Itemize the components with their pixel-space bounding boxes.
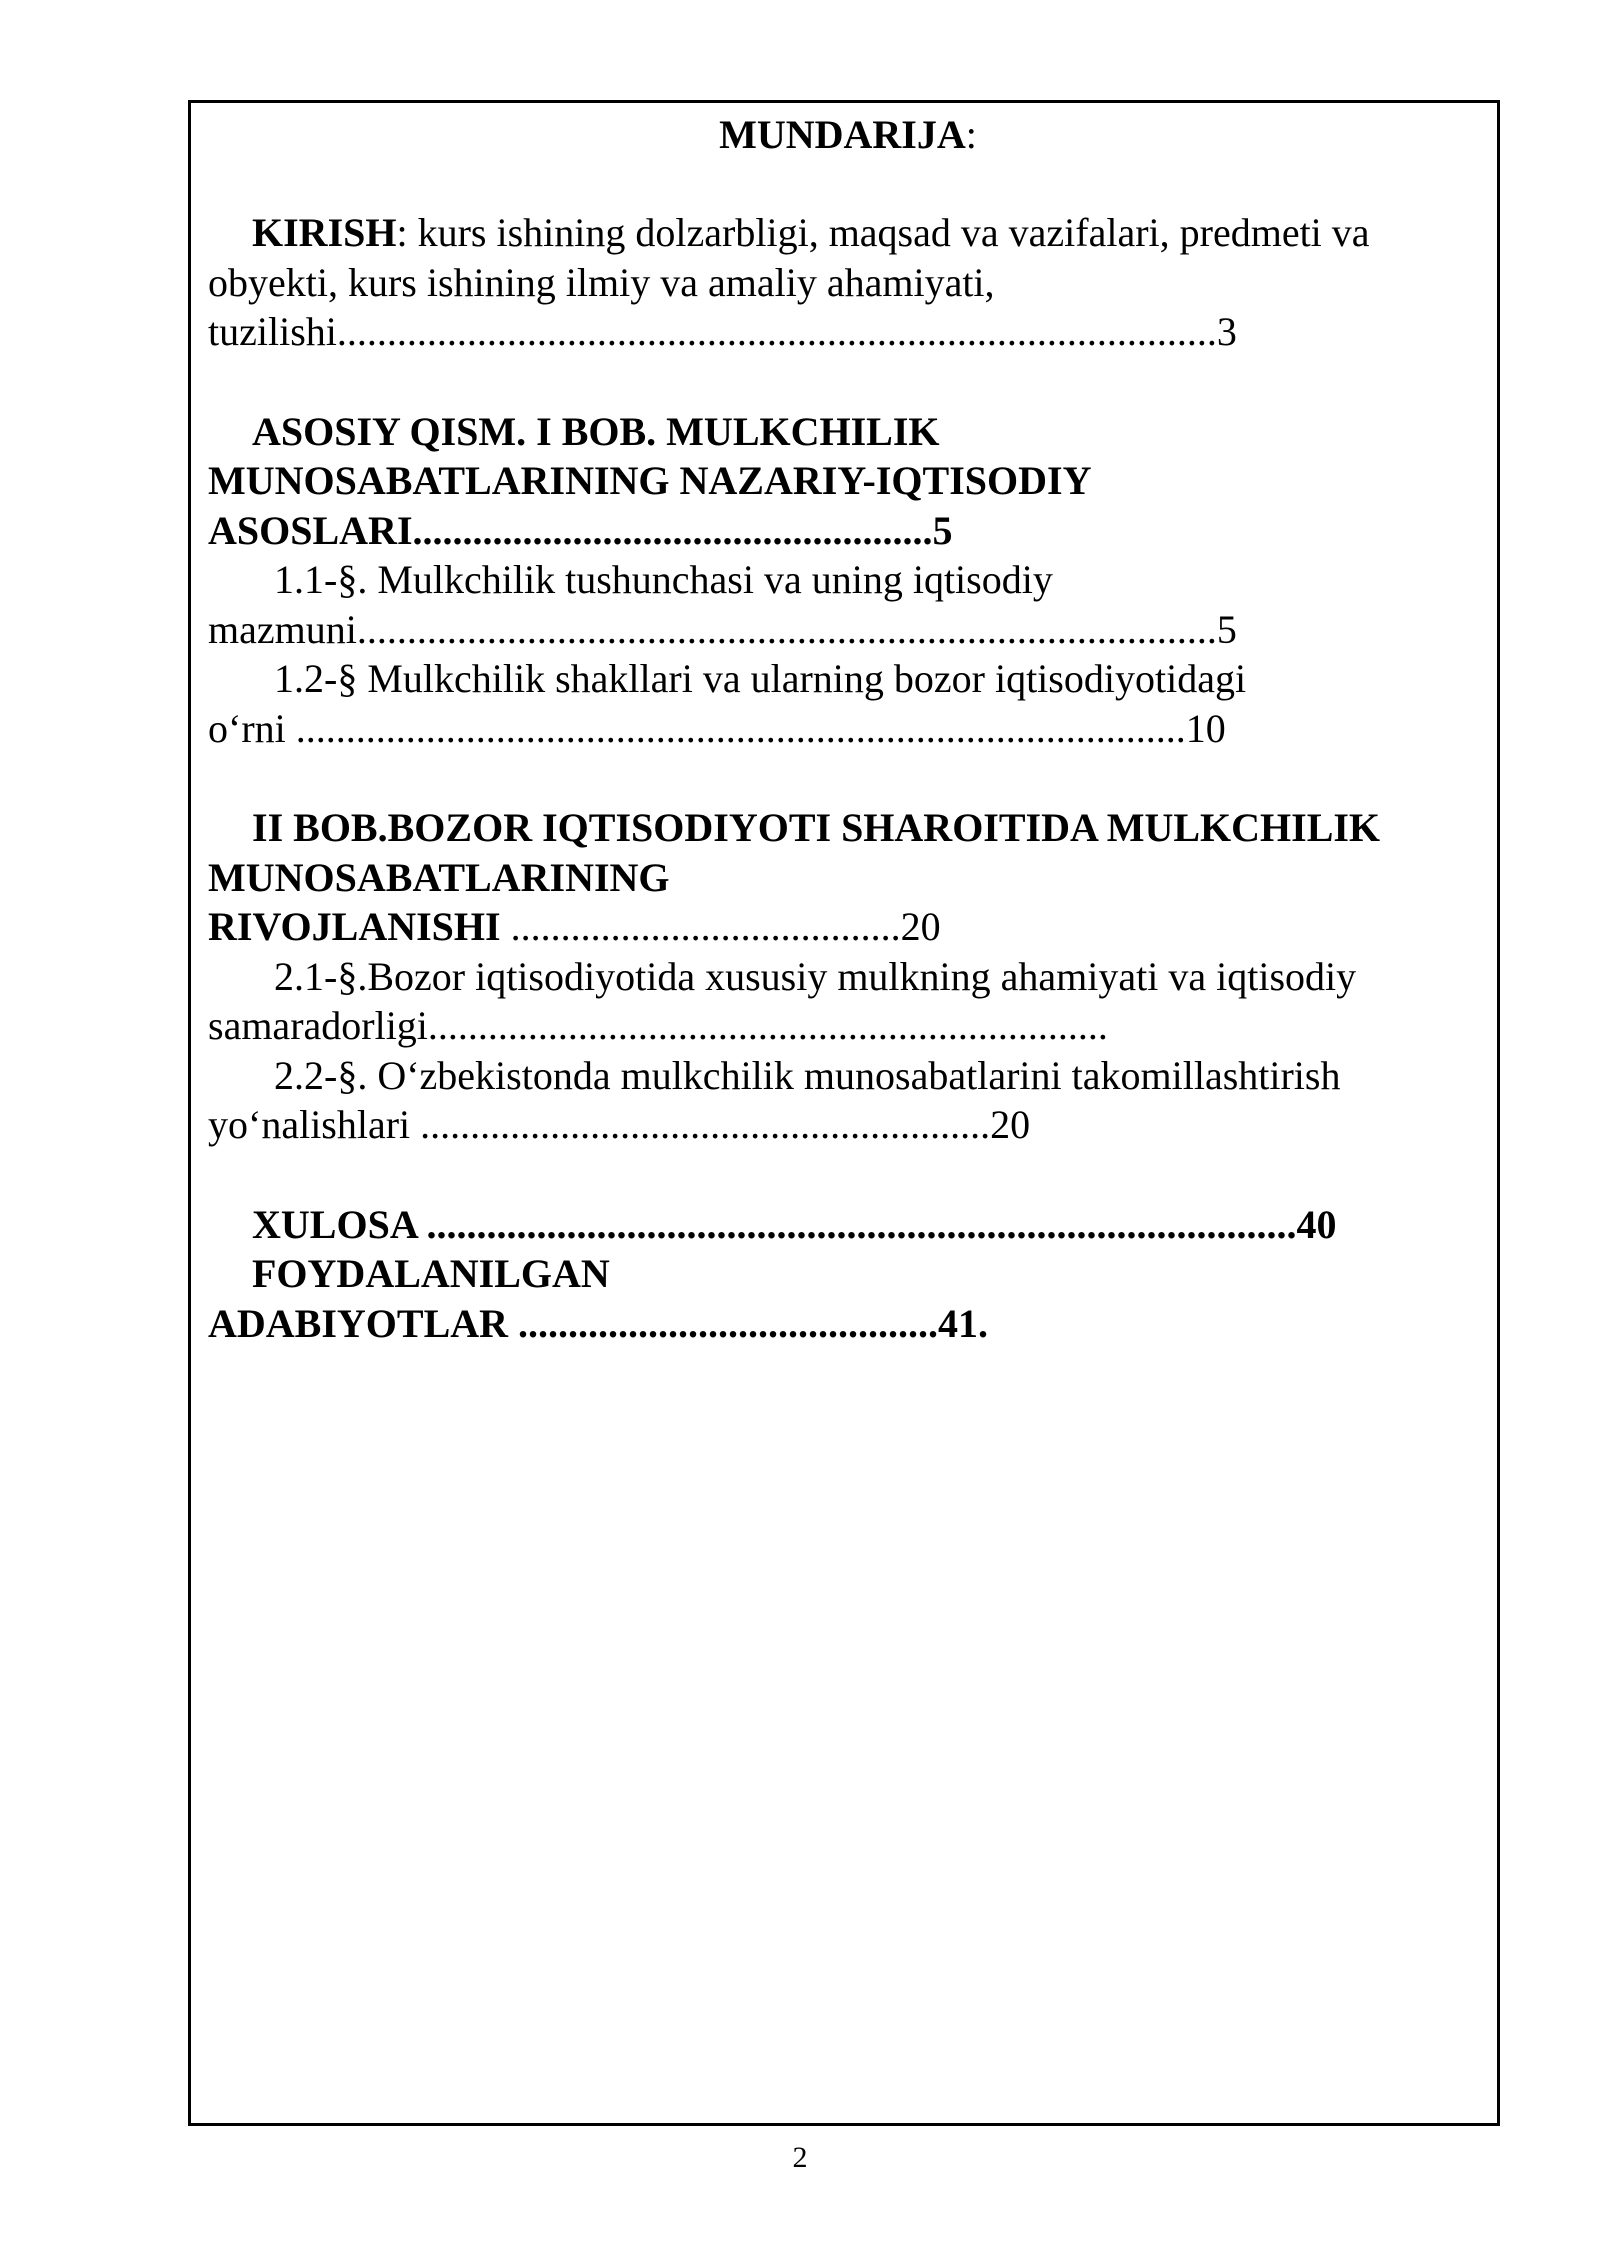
section-2-1-line1: 2.1-§.Bozor iqtisodiyotida xususiy mulkning ahamiyati va iqtisodiy: [274, 953, 1357, 999]
toc-entry-section-2-2: [208, 1051, 1488, 1150]
toc-entry-kirish: [208, 208, 1488, 357]
kirish-line1-rest: : kurs ishining dolzarbligi, maqsad va vazifalari, predmeti va: [396, 210, 1370, 255]
chapter2-line3-rest: .......................................20: [500, 904, 941, 949]
spacer: [208, 1150, 1488, 1200]
chapter2-line2: MUNOSABATLARINING: [208, 854, 670, 900]
toc-entry-chapter-1: [208, 407, 1488, 556]
toc-entry-adabiyotlar: [208, 1249, 1488, 1348]
toc-entry-chapter-2: [208, 803, 1488, 952]
section-2-1-line2: samaradorligi....................................................................: [208, 1003, 1108, 1048]
spacer: [208, 160, 1488, 208]
toc-entry-section-1-1: [208, 555, 1488, 654]
spacer: [208, 357, 1488, 407]
chapter1-line1: ASOSIY QISM. I BOB. MULKCHILIK: [252, 408, 940, 454]
kirish-line2: obyekti, kurs ishining ilmiy va amaliy ahamiyati,: [208, 259, 995, 305]
table-of-contents: [208, 110, 1488, 1348]
adabiyotlar-line1: FOYDALANILGAN: [252, 1251, 610, 1296]
chapter2-line3-bold: RIVOJLANISHI: [208, 904, 501, 949]
section-1-1-line1: 1.1-§. Mulkchilik tushunchasi va uning iqtisodiy: [274, 557, 1053, 602]
section-1-1-line2: mazmuni......................................................................................5: [208, 606, 1237, 652]
adabiyotlar-line2: ADABIYOTLAR ..........................................41.: [208, 1300, 989, 1346]
toc-entry-section-2-1: [208, 952, 1488, 1051]
xulosa-line1: XULOSA .......................................................................................40: [252, 1201, 1337, 1247]
title-colon: :: [965, 112, 977, 157]
section-2-2-line2: yo‘nalishlari .........................................................20: [208, 1102, 1031, 1147]
page-title: [208, 110, 1488, 160]
kirish-label: KIRISH: [252, 210, 397, 255]
chapter2-line1: II BOB.BOZOR IQTISODIYOTI SHAROITIDA MULKCHILIK: [252, 805, 1381, 850]
kirish-line3: tuzilishi........................................................................................3: [208, 309, 1237, 354]
page-number: 2: [792, 2141, 808, 2174]
toc-line: [208, 902, 1488, 952]
section-1-2-line1: 1.2-§ Mulkchilik shakllari va ularning bozor iqtisodiyotidagi: [274, 656, 1247, 701]
chapter1-line2: MUNOSABATLARINING NAZARIY-IQTISODIY: [208, 458, 1092, 503]
section-1-2-line2: o‘rni .........................................................................................10: [208, 705, 1226, 751]
toc-entry-xulosa: [208, 1200, 1488, 1250]
spacer: [208, 753, 1488, 803]
toc-entry-section-1-2: [208, 654, 1488, 753]
chapter1-line3: ASOSLARI....................................................5: [208, 507, 953, 553]
title-main: MUNDARIJA: [719, 112, 966, 157]
section-2-2-line1: 2.2-§. O‘zbekistonda mulkchilik munosabatlarini takomillashtirish: [274, 1052, 1341, 1098]
toc-line: [208, 208, 1488, 258]
